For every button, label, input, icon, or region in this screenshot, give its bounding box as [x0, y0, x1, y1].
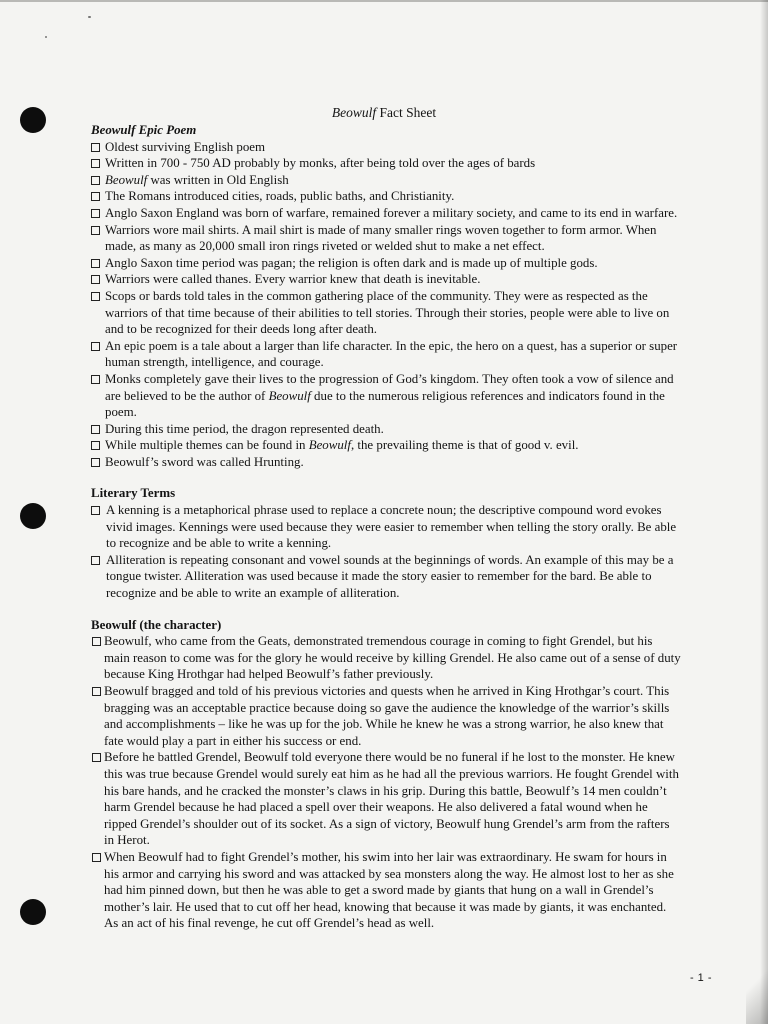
checkbox-bullet-icon: [92, 853, 101, 862]
checkbox-bullet-icon: [91, 275, 100, 284]
section-epic-poem: [91, 122, 681, 470]
fact-text: Warriors were called thanes. Every warrior knew that death is inevitable.: [105, 272, 481, 287]
fact-text: Alliteration is repeating consonant and vowel sounds at the beginnings of words. An example of this may be a tongue twister. Alliteration was used because it made the story easier to remember for the bard. Be able to recognize and be able to write an example of alliteration.: [106, 552, 674, 601]
section-heading: Literary Terms: [91, 486, 176, 501]
document-title: [0, 104, 768, 121]
punch-hole-bottom: [20, 899, 46, 925]
fact-text: Anglo Saxon England was born of warfare, remained forever a military society, and came to its end in warfare.: [105, 205, 678, 220]
fact-text: A kenning is a metaphorical phrase used to replace a concrete noun; the descriptive compound word evokes vivid images. Kennings were used because they were easier to remember when telling the story orally. Be able to recognize and be able to write a kenning.: [106, 503, 677, 551]
checkbox-bullet-icon: [91, 176, 100, 185]
fact-text: Beowulf bragged and told of his previous victories and quests when he arrived in King Hrothgar’s court. This bragging was an acceptable practice because doing so gave the audience the knowledge of the warrior’s skills and accomplishments – like he was up for the job. While he knew he was a strong warrior, he also knew that fate would play a part in either his success or end.: [104, 684, 670, 748]
fact-item: [91, 437, 681, 454]
checkbox-bullet-icon: [91, 226, 100, 235]
fact-text: due to the numerous religious references and indicators found in the poem.: [105, 388, 665, 420]
checkbox-bullet-icon: [91, 159, 100, 168]
fact-text: Beowulf, who came from the Geats, demonstrated tremendous courage in coming to fight Grendel, but his main reason to come was for the glory he would receive by killing Grendel. He also came out of a sense of duty because King Hrothgar had helped Beowulf’s father previously.: [104, 634, 681, 682]
fact-item: [91, 849, 681, 932]
fact-text-italic: Beowulf: [105, 172, 148, 187]
fact-item: [91, 421, 681, 438]
fact-item: [91, 288, 681, 338]
fact-list: [91, 502, 681, 602]
scan-right-edge-shadow: [760, 0, 768, 1024]
document-title-italic: Beowulf: [331, 105, 377, 120]
fact-item: [91, 633, 681, 683]
checkbox-bullet-icon: [91, 441, 100, 450]
fact-text: , the prevailing theme is that of good v. evil.: [350, 438, 579, 453]
scan-top-edge: [0, 0, 768, 2]
fact-text: Anglo Saxon time period was pagan; the religion is often dark and is made up of multiple gods.: [105, 255, 598, 270]
checkbox-bullet-icon: [92, 753, 101, 762]
fact-item: [91, 271, 681, 288]
section-heading: Beowulf Epic Poem: [91, 123, 197, 137]
section-literary-terms: [91, 485, 681, 601]
fact-text-italic: Beowulf: [268, 388, 311, 403]
document-title-rest: Fact Sheet: [376, 105, 437, 120]
fact-item: [91, 749, 681, 849]
scan-corner-shadow: [746, 954, 768, 1024]
fact-text: Oldest surviving English poem: [105, 139, 266, 154]
fact-item: [91, 552, 681, 602]
checkbox-bullet-icon: [91, 209, 100, 218]
checkbox-bullet-icon: [91, 192, 100, 201]
fact-list: [91, 139, 681, 471]
fact-item: [91, 338, 681, 371]
checkbox-bullet-icon: [91, 425, 100, 434]
fact-sheet-content: [91, 122, 681, 932]
fact-text: When Beowulf had to fight Grendel’s mother, his swim into her lair was extraordinary. He swam for hours in his armor and carrying his sword and was attacked by sea monsters along the way. He almost lost to her as she had him pinned down, but then he was able to get a sword made by giants that hung on a wall in Grendel’s mother’s lair. He used that to cut off her head, knowing that because it was made by giants, it was enchanted. As an act of his final revenge, he cut off Grendel’s head as well.: [104, 849, 674, 931]
fact-item: [91, 155, 681, 172]
fact-item: [91, 454, 681, 471]
fact-text: Monks completely gave their lives to the progression of God’s kingdom. They often took a vow of silence and are believed to be the author of: [105, 371, 674, 403]
fact-text: Written in 700 - 750 AD probably by monks, after being told over the ages of bards: [105, 156, 536, 171]
fact-text: Warriors wore mail shirts. A mail shirt is made of many smaller rings woven together to form armor. When made, as many as 20,000 small iron rings riveted or welded shut to make a net effect.: [105, 222, 657, 254]
checkbox-bullet-icon: [92, 687, 101, 696]
fact-text-italic: Beowulf: [308, 438, 351, 453]
checkbox-bullet-icon: [91, 556, 100, 565]
fact-text: Beowulf’s sword was called Hrunting.: [105, 454, 304, 469]
checkbox-bullet-icon: [91, 375, 100, 384]
fact-item: [91, 255, 681, 272]
scan-speck: [88, 16, 91, 18]
fact-list: [91, 633, 681, 932]
fact-item: [91, 172, 681, 189]
fact-text: Before he battled Grendel, Beowulf told everyone there would be no funeral if he lost to the monster. He knew this was true because Grendel would surely eat him as he had all the previous warriors. He fought Grendel with his bare hands, and he cracked the monster’s claws in his grip. During this battle, Beowulf’s 14 men couldn’t harm Grendel because he had placed a spell over their weapons. He also delivered a fatal wound when he ripped Grendel’s shoulder out of its socket. As a sign of victory, Beowulf hung Grendel’s arm from the rafters in Herot.: [104, 750, 679, 848]
checkbox-bullet-icon: [91, 342, 100, 351]
fact-item: [91, 502, 681, 552]
checkbox-bullet-icon: [91, 143, 100, 152]
checkbox-bullet-icon: [91, 506, 100, 515]
section-heading: Beowulf (the character): [91, 617, 222, 632]
scan-speck: [45, 36, 47, 38]
fact-item: [91, 371, 681, 421]
punch-hole-middle: [20, 503, 46, 529]
fact-item: [91, 205, 681, 222]
checkbox-bullet-icon: [91, 259, 100, 268]
fact-item: [91, 683, 681, 749]
checkbox-bullet-icon: [91, 292, 100, 301]
fact-text: The Romans introduced cities, roads, public baths, and Christianity.: [105, 189, 455, 204]
fact-text: An epic poem is a tale about a larger than life character. In the epic, the hero on a quest, has a superior or super human strength, intelligence, and courage.: [105, 338, 678, 370]
section-beowulf-character: [91, 617, 681, 932]
fact-item: [91, 139, 681, 156]
fact-item: [91, 188, 681, 205]
checkbox-bullet-icon: [92, 637, 101, 646]
fact-text: During this time period, the dragon represented death.: [105, 421, 384, 436]
fact-item: [91, 222, 681, 255]
page-number: - 1 -: [689, 972, 712, 984]
fact-text: was written in Old English: [147, 172, 289, 187]
fact-text: While multiple themes can be found in: [105, 438, 309, 453]
fact-text: Scops or bards told tales in the common gathering place of the community. They were as respected as the warriors of that time because of their abilities to tell stories. Through their stories, people were able to live on and to be recognized for their deeds long after death.: [105, 288, 670, 337]
checkbox-bullet-icon: [91, 458, 100, 467]
